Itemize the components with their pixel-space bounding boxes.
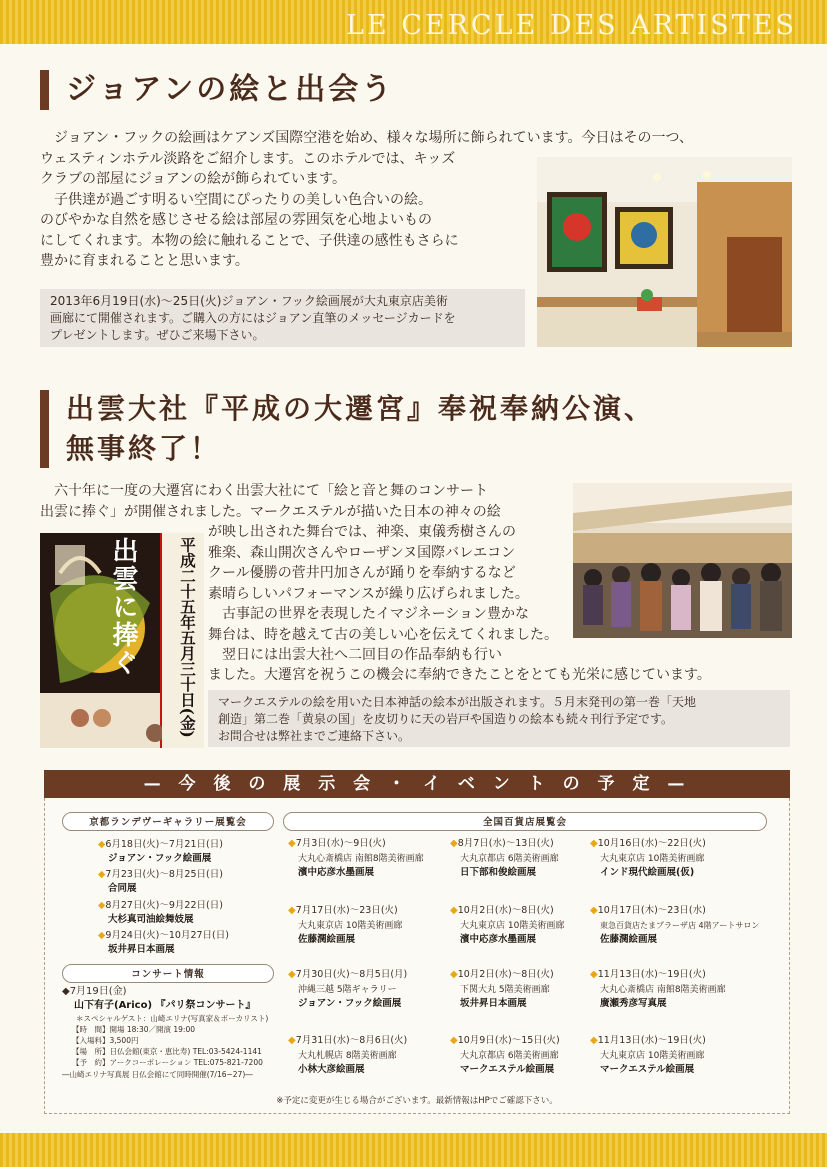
poster-title: 出雲に捧ぐ <box>108 537 138 677</box>
kyoto-event: ◆8月27日(火)～9月22日(日) 大杉真司油絵舞妓展 <box>98 900 223 925</box>
dept-event: ◆10月16日(水)～22日(火) 大丸東京店 10階美術画廊 インド現代絵画展(仮) <box>590 837 706 881</box>
dept-event: ◆10月2日(水)～8日(火) 大丸東京店 10階美術画廊 濱中応彦水墨画展 <box>450 904 564 948</box>
concert-reserve: 【予 約】アークコーポレーション TEL:075-821-7200 <box>72 1058 263 1067</box>
concert-guest: ＊スペシャルゲスト：山崎エリナ(写真家＆ボーカリスト) <box>76 1014 269 1023</box>
event-title: 日下部和俊絵画展 <box>460 867 537 878</box>
dept-event: ◆11月13日(水)～19日(火) 大丸心斎橋店 南館8階美術画廊 廣瀬秀彦写真展 <box>590 968 726 1012</box>
izumo-concert-photo-art <box>573 483 792 638</box>
kyoto-event: ◆9月24日(火)～10月27日(日) 坂井昇日本画展 <box>98 930 229 955</box>
section1-title: ジョアンの絵と出会う <box>66 72 395 107</box>
event-title: 濱中応彦水墨画展 <box>298 867 375 878</box>
dept-event: ◆8月7日(水)～13日(火) 大丸京都店 6階美術画廊 日下部和俊絵画展 <box>450 837 559 881</box>
event-venue: 大丸京都店 6階美術画廊 <box>460 1050 559 1061</box>
event-title: 坂井昇日本画展 <box>108 944 175 955</box>
dept-event: ◆10月2日(水)～8日(火) 下関大丸 5階美術画廊 坂井昇日本画展 <box>450 968 554 1012</box>
section1-line: ジョアン・フックの絵画はケアンズ国際空港を始め、様々な場所に飾られています。今日はその一つ、 <box>54 130 693 146</box>
dept-event: ◆11月13日(水)～19日(火) 大丸東京店 10階美術画廊 マークエステル絵画展 <box>590 1034 706 1078</box>
event-title: ジョアン・フック絵画展 <box>298 998 402 1009</box>
event-title: 大杉真司油絵舞妓展 <box>108 914 194 925</box>
event-title: マークエステル絵画展 <box>600 1064 695 1075</box>
event-venue: 大丸心斎橋店 南館8階美術画廊 <box>298 853 424 864</box>
concert-fee: 【入場料】3,500円 <box>72 1036 139 1045</box>
section2-line: 雅楽、森山開次さんやローザンヌ国際バレエコン <box>208 544 516 561</box>
dept-event: ◆7月3日(水)～9日(火) 大丸心斎橋店 南館8階美術画廊 濱中応彦水墨画展 <box>288 837 424 881</box>
event-venue: 大丸東京店 10階美術画廊 <box>298 920 403 931</box>
section2-body-last <box>208 665 798 686</box>
event-venue: 下関大丸 5階美術画廊 <box>460 984 550 995</box>
section2-title-line2: 無事終了！ <box>66 432 222 465</box>
event-venue: 大丸札幌店 8階美術画廊 <box>298 1050 397 1061</box>
brand-title: LE CERCLE DES ARTISTES <box>346 10 797 41</box>
kids-club-photo-art <box>537 157 792 347</box>
schedule-title: — 今 後 の 展 示 会 ・ イ ベ ン ト の 予 定 — <box>44 770 790 798</box>
section1-notice-line: 2013年6月19日(水)～25日(火)ジョアン・フック絵画展が大丸東京店美術 <box>50 294 448 308</box>
event-title: 小林大彦絵画展 <box>298 1064 365 1075</box>
event-venue: 東急百貨店たまプラーザ店 4階アートサロン <box>600 920 760 930</box>
dept-store-label: 全国百貨店展覧会 <box>283 812 767 831</box>
event-title: 濱中応彦水墨画展 <box>460 934 537 945</box>
concert-info-label: コンサート情報 <box>62 964 274 983</box>
izumo-concert-photo <box>573 483 792 638</box>
dept-event: ◆7月17日(水)～23日(火) 大丸東京店 10階美術画廊 佐藤潤絵画展 <box>288 904 402 948</box>
event-date: 8月27日(火)～9月22日(日) <box>105 900 223 911</box>
concert-date: ◆7月19日(金) <box>62 986 127 997</box>
event-venue: 大丸京都店 6階美術画廊 <box>460 853 559 864</box>
event-date: 10月9日(水)～15日(火) <box>457 1035 560 1046</box>
section1-line: にしてくれます。本物の絵に触れることで、子供達の感性もさらに <box>40 232 459 249</box>
event-date: 9月24日(火)～10月27日(日) <box>105 930 229 941</box>
section1-line: ウェスティンホテル淡路をご紹介します。このホテルでは、キッズ <box>40 150 456 167</box>
section2-line: 出雲に捧ぐ」が開催されました。マークエステルが描いた日本の神々の絵 <box>40 503 501 520</box>
section1-line: のびやかな自然を感じさせる絵は部屋の雰囲気を心地よいもの <box>40 212 432 228</box>
event-venue: 大丸心斎橋店 南館8階美術画廊 <box>600 984 726 995</box>
section2-notice-line: 創造」第二巻「黄泉の国」を皮切りに天の岩戸や国造りの絵本も続々刊行予定です。 <box>218 712 674 726</box>
concert-title: 山下有子(Arico) 『パリ祭コンサート』 <box>74 1000 256 1011</box>
dept-event: ◆7月31日(水)～8月6日(火) 大丸札幌店 8階美術画廊 小林大彦絵画展 <box>288 1034 407 1078</box>
section2-line: 翌日には出雲大社へ二回目の作品奉納も行い <box>222 647 502 663</box>
section1-notice <box>40 289 525 347</box>
section2-line: 古事記の世界を表現したイマジネーション豊かな <box>222 606 530 622</box>
dept-event: ◆7月30日(火)～8月5日(月) 沖縄三越 5階ギャラリー ジョアン・フック絵画展 <box>288 968 407 1012</box>
event-date: 10月2日(水)～8日(火) <box>457 905 554 916</box>
section2-body-mid <box>208 522 573 666</box>
kids-club-photo <box>537 157 792 347</box>
header-stripe <box>0 0 827 44</box>
section2-line: ました。大遷宮を祝うこの機会に奉納できたことをとても光栄に感じています。 <box>208 667 711 683</box>
section1-line: クラブの部屋にジョアンの絵が飾られています。 <box>40 171 347 187</box>
event-date: 10月2日(水)～8日(火) <box>457 969 554 980</box>
section2-notice <box>208 690 790 747</box>
concert-place: 【場 所】日仏会館(東京・恵比寿) TEL:03-5424-1141 <box>72 1047 262 1056</box>
section2-title <box>66 389 655 469</box>
event-title: 坂井昇日本画展 <box>460 998 527 1009</box>
event-venue: 大丸東京店 10階美術画廊 <box>600 853 705 864</box>
event-date: 7月30日(火)～8月5日(月) <box>295 969 408 980</box>
event-venue: 沖縄三越 5階ギャラリー <box>298 984 397 995</box>
kyoto-event: ◆7月23日(火)～8月25日(日) 合同展 <box>98 869 223 894</box>
event-date: 8月7日(水)～13日(火) <box>457 838 554 849</box>
event-title: マークエステル絵画展 <box>460 1064 555 1075</box>
concert-time: 【時 間】開場 18:30／開演 19:00 <box>72 1025 195 1034</box>
section1-line: 子供達が過ごす明るい空間にぴったりの美しい色合いの絵。 <box>54 191 432 208</box>
event-date: 11月13日(水)～19日(火) <box>597 1035 706 1046</box>
section2-heading-bar <box>40 390 49 468</box>
section1-notice-line: プレゼントします。ぜひご来場下さい。 <box>50 328 265 342</box>
concert-info <box>62 985 302 1081</box>
footer-stripe <box>0 1133 827 1167</box>
event-date: 7月3日(水)～9日(火) <box>295 838 386 849</box>
section2-line: クール優勝の菅井円加さんが踊りを奉納するなど <box>208 565 516 581</box>
event-date: 7月31日(水)～8月6日(火) <box>295 1035 408 1046</box>
section1-line: 豊かに育まれることと思います。 <box>40 253 249 269</box>
event-title: インド現代絵画展(仮) <box>600 867 695 878</box>
poster-date: 平成二十五年五月三十日(金) <box>178 537 197 738</box>
dept-event: ◆10月17日(木)～23日(水) 東急百貨店たまプラーザ店 4階アートサロン 佐藤潤絵画展 <box>590 904 759 948</box>
schedule-footnote: ※予定に変更が生じる場合がございます。最新情報はHPでご確認下さい。 <box>276 1096 558 1106</box>
event-date: 6月18日(火)～7月21日(日) <box>105 839 223 850</box>
event-date: 7月17日(水)～23日(火) <box>295 905 398 916</box>
dept-event: ◆10月9日(水)～15日(火) 大丸京都店 6階美術画廊 マークエステル絵画展 <box>450 1034 560 1078</box>
section2-title-line1: 出雲大社『平成の大遷宮』奉祝奉納公演、 <box>66 392 656 425</box>
section2-body-top <box>40 481 570 522</box>
section2-line: 素晴らしいパフォーマンスが繰り広げられました。 <box>208 585 529 602</box>
section1-heading-bar <box>40 70 49 110</box>
event-title: ジョアン・フック絵画展 <box>108 853 212 864</box>
event-venue: 大丸東京店 10階美術画廊 <box>460 920 565 931</box>
event-date: 10月17日(木)～23日(水) <box>597 905 706 916</box>
kyoto-event: ◆6月18日(火)～7月21日(日) ジョアン・フック絵画展 <box>98 839 223 864</box>
event-venue: 大丸東京店 10階美術画廊 <box>600 1050 705 1061</box>
event-title: 佐藤潤絵画展 <box>600 934 658 945</box>
section2-line: 舞台は、時を越えて古の美しい心を伝えてくれました。 <box>208 626 558 643</box>
event-date: 7月23日(火)～8月25日(日) <box>105 869 223 880</box>
section2-notice-line: マークエステルの絵を用いた日本神話の絵本が出版されます。５月末発刊の第一巻「天地 <box>218 695 696 709</box>
event-title: 佐藤潤絵画展 <box>298 934 356 945</box>
event-title: 廣瀬秀彦写真展 <box>600 998 667 1009</box>
event-date: 11月13日(水)～19日(火) <box>597 969 706 980</box>
section2-notice-line: お問合せは弊社までご連絡下さい。 <box>218 729 411 743</box>
section1-notice-line: 画廊にて開催されます。ご購入の方にはジョアン直筆のメッセージカードを <box>50 311 456 325</box>
event-title: 合同展 <box>108 883 137 894</box>
event-date: 10月16日(水)～22日(火) <box>597 838 706 849</box>
kyoto-gallery-label: 京都ランデヴーギャラリー展覧会 <box>62 812 274 831</box>
concert-poster <box>40 533 204 748</box>
section2-line: 六十年に一度の大遷宮にわく出雲大社にて「絵と音と舞のコンサート <box>54 483 488 499</box>
concert-note: ―山崎エリナ写真展 日仏会館にて同時開催(7/16~27)― <box>62 1070 253 1079</box>
section2-line: が映し出された舞台では、神楽、東儀秀樹さんの <box>208 524 516 540</box>
